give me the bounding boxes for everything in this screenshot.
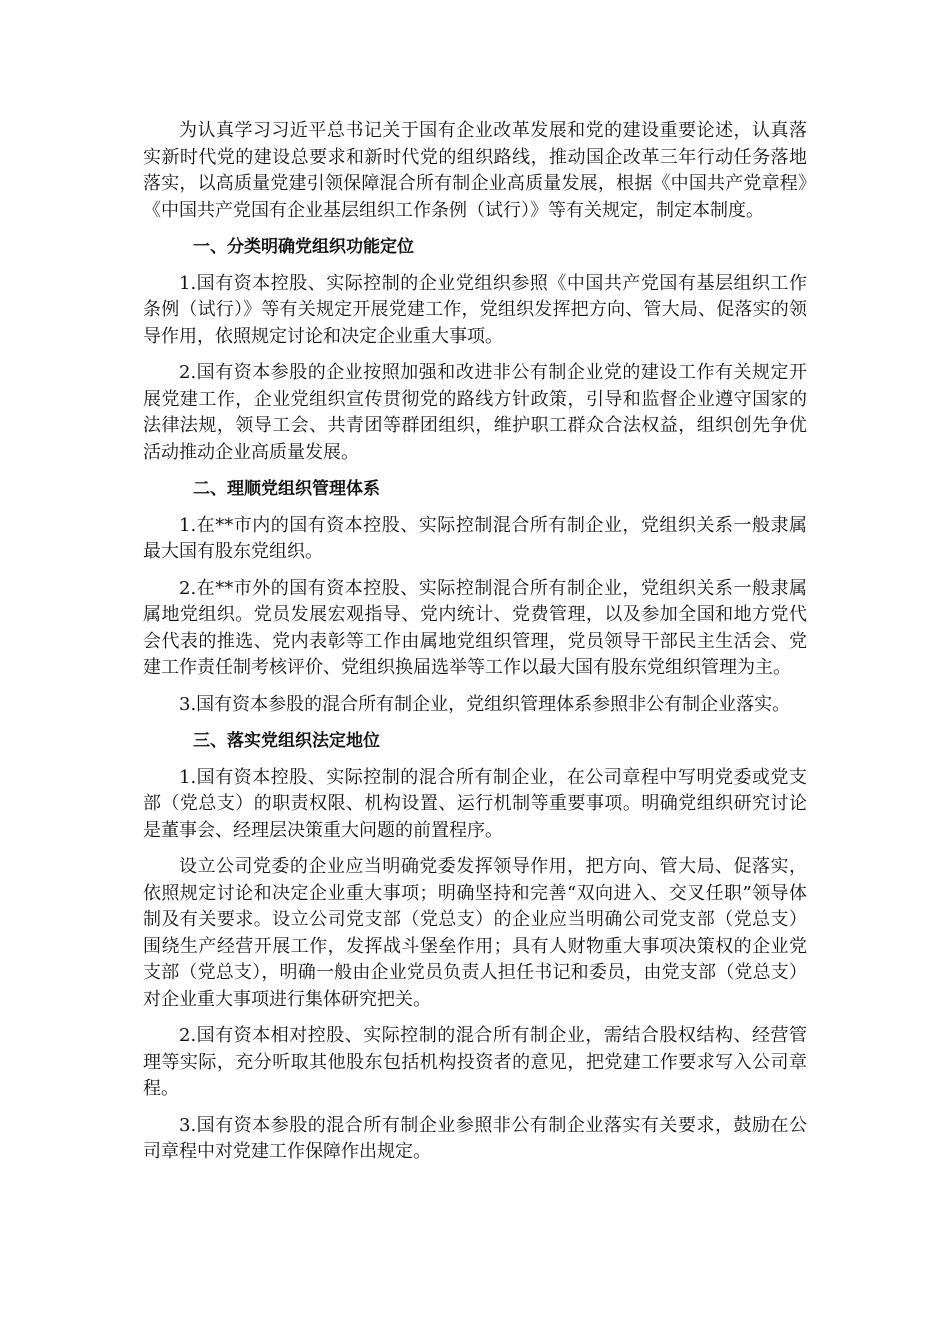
section2-paragraph-1: 1.在**市内的国有资本控股、实际控制混合所有制企业，党组织关系一般隶属最大国有股东党组织。 [143,514,807,562]
section1-paragraph-2: 2.国有资本参股的企业按照加强和改进非公有制企业党的建设工作有关规定开展党建工作，企业党组织宣传贯彻党的路线方针政策，引导和监督企业遵守国家的法律法规，领导工会、共青团等群团组织，维护职工群众合法权益，组织创先争优活动推动企业高质量发展。 [143,362,807,463]
document-body [143,118,807,1176]
section-heading-3: 三、落实党组织法定地位 [193,731,380,751]
section-heading-2: 二、理顺党组织管理体系 [193,479,380,499]
section-heading-1: 一、分类明确党组织功能定位 [193,237,414,257]
intro-paragraph: 为认真学习习近平总书记关于国有企业改革发展和党的建设重要论述，认真落实新时代党的建设总要求和新时代党的组织路线，推动国企改革三年行动任务落地落实，以高质量党建引领保障混合所有制企业高质量发展，根据《中国共产党章程》《中国共产党国有企业基层组织工作条例（试行）》等有关规定，制定本制度。 [143,120,807,221]
section3-paragraph-3: 2.国有资本相对控股、实际控制的混合所有制企业，需结合股权结构、经营管理等实际，充分听取其他股东包括机构投资者的意见，把党建工作要求写入公司章程。 [143,1025,807,1099]
section3-paragraph-1: 1.国有资本控股、实际控制的混合所有制企业，在公司章程中写明党委或党支部（党总支）的职责权限、机构设置、运行机制等重要事项。明确党组织研究讨论是董事会、经理层决策重大问题的前置程序。 [143,766,807,841]
section3-paragraph-4: 3.国有资本参股的混合所有制企业参照非公有制企业落实有关要求，鼓励在公司章程中对党建工作保障作出规定。 [143,1114,807,1162]
section2-paragraph-2: 2.在**市外的国有资本控股、实际控制混合所有制企业，党组织关系一般隶属属地党组织。党员发展宏观指导、党内统计、党费管理，以及参加全国和地方党代会代表的推选、党内表彰等工作由属地党组织管理，党员领导干部民主生活会、党建工作责任制考核评价、党组织换届选举等工作以最大国有股东党组织管理为主。 [143,577,807,678]
section1-paragraph-1: 1.国有资本控股、实际控制的企业党组织参照《中国共产党国有基层组织工作条例（试行）》等有关规定开展党建工作，党组织发挥把方向、管大局、促落实的领导作用，依照规定讨论和决定企业重大事项。 [143,272,807,347]
section3-paragraph-2: 设立公司党委的企业应当明确党委发挥领导作用，把方向、管大局、促落实，依照规定讨论和决定企业重大事项；明确坚持和完善“双向进入、交叉任职”领导体制及有关要求。设立公司党支部（党总支）的企业应当明确公司党支部（党总支）围绕生产经营开展工作，发挥战斗堡垒作用；具有人财物重大事项决策权的企业党支部（党总支），明确一般由企业党员负责人担任书记和委员，由党支部（党总支）对企业重大事项进行集体研究把关。 [143,856,807,1010]
section2-paragraph-3: 3.国有资本参股的混合所有制企业，党组织管理体系参照非公有制企业落实。 [179,693,791,715]
